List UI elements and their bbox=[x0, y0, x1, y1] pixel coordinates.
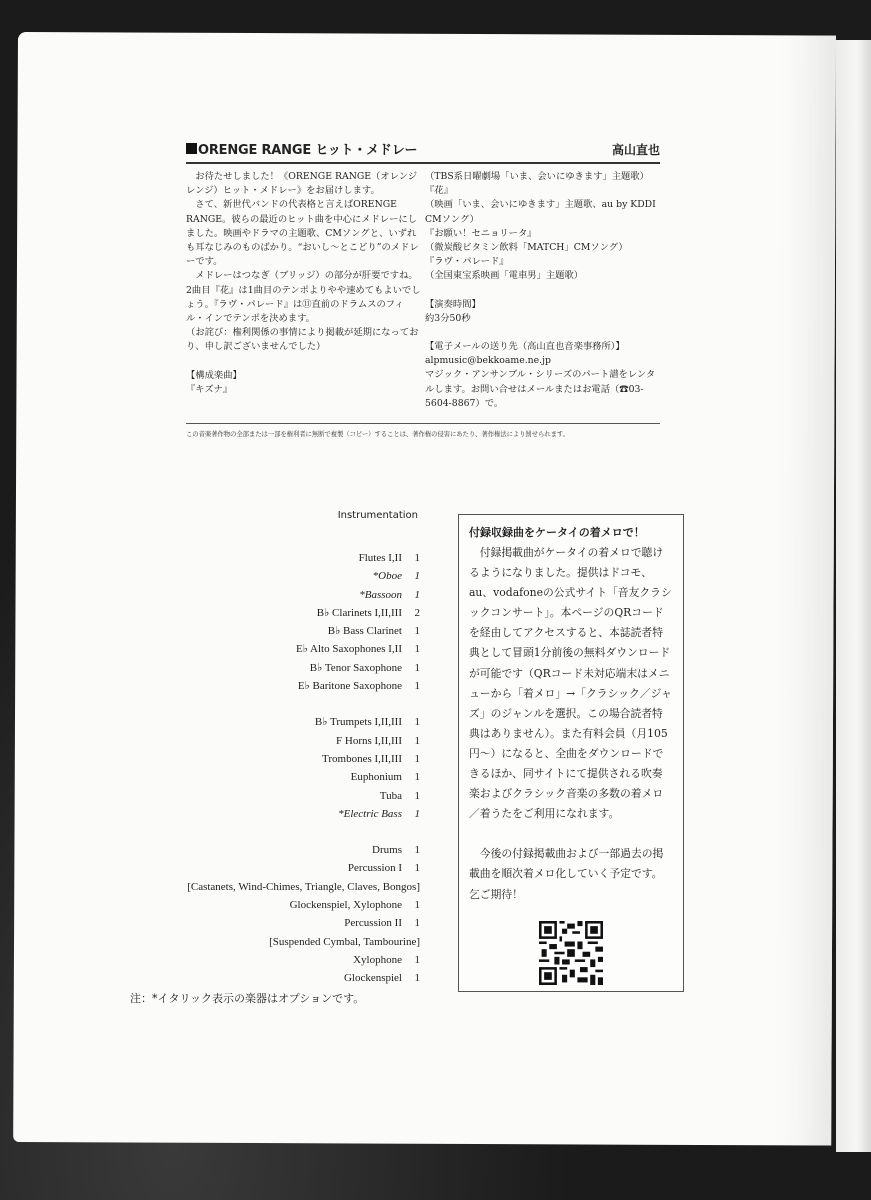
instrument-count: 1 bbox=[414, 844, 420, 857]
song-line: （全国東宝系映画「電車男」主題歌） bbox=[425, 270, 584, 282]
instrument-name: *Electric Bass bbox=[338, 807, 402, 820]
ringtone-info-box bbox=[458, 514, 684, 992]
performance-tips-paragraph: メドレーはつなぎ（ブリッジ）の部分が肝要ですね。2曲目『花』は1曲目のテンポよりやや速めてもよいでしょう。『ラヴ・パレード』は⑪直前のドラムスのフィル・インでテンポを決めます。 bbox=[186, 270, 421, 325]
instrument-count: 1 bbox=[414, 972, 420, 985]
instrument-name: B♭ Bass Clarinet bbox=[327, 625, 402, 638]
instrument-row bbox=[130, 604, 420, 622]
instrument-row bbox=[130, 768, 420, 786]
article-title bbox=[186, 139, 417, 158]
song-line: 『ラヴ・パレード』 bbox=[425, 256, 509, 268]
contact-heading: 【電子メールの送り先（高山直也音楽事務所）】 bbox=[425, 341, 625, 353]
instrument-row bbox=[130, 677, 420, 695]
instrument-row bbox=[130, 713, 420, 731]
instrument-name: Xylophone bbox=[353, 953, 402, 966]
instrument-row bbox=[130, 640, 420, 658]
instrument-row bbox=[130, 896, 420, 914]
song-line: （映画「いま、会いにゆきます」主題歌、au by KDDI CMソング） bbox=[425, 199, 656, 225]
instrument-row bbox=[130, 914, 420, 932]
instrument-count: 1 bbox=[414, 716, 420, 729]
instrument-name: E♭ Baritone Saxophone bbox=[297, 680, 402, 693]
instrument-name: Percussion II bbox=[344, 917, 402, 930]
instrumentation-title: Instrumentation bbox=[337, 510, 418, 521]
instrument-name: [Suspended Cymbal, Tambourine] bbox=[269, 935, 420, 948]
instrument-row bbox=[130, 878, 420, 896]
instrument-groups bbox=[130, 549, 420, 988]
instrument-name: Glockenspiel bbox=[343, 972, 402, 985]
instrument-row bbox=[130, 951, 420, 969]
instrument-row bbox=[130, 586, 420, 604]
instrument-count: 1 bbox=[414, 680, 420, 693]
song-line: （TBS系日曜劇場「いま、会いにゆきます」主題歌） bbox=[425, 171, 649, 182]
instrument-count: 1 bbox=[414, 570, 420, 583]
instrument-row bbox=[130, 969, 420, 987]
instrument-name: Euphonium bbox=[350, 771, 402, 784]
instrument-row bbox=[130, 933, 420, 951]
left-column bbox=[186, 170, 421, 411]
song-title: 『キズナ』 bbox=[186, 383, 233, 395]
apology-paragraph: （お詫び：権利関係の事情により掲載が延期になっており、申し訳ございませんでした） bbox=[186, 327, 419, 353]
ringtone-box-title: 付録収録曲をケータイの着メロで！ bbox=[469, 526, 645, 539]
instrument-name: F Horns I,II,III bbox=[336, 734, 402, 747]
instrumentation-list bbox=[130, 510, 420, 1006]
instrument-name: [Castanets, Wind-Chimes, Triangle, Claves, Bongos] bbox=[187, 880, 420, 893]
article bbox=[186, 135, 660, 438]
instrument-row bbox=[130, 805, 420, 823]
article-header bbox=[186, 135, 660, 164]
instrument-count: 1 bbox=[414, 588, 420, 601]
instrument-name: B♭ Clarinets I,II,III bbox=[316, 606, 402, 619]
instrument-count: 1 bbox=[414, 953, 420, 966]
instrument-count: 1 bbox=[414, 643, 420, 656]
instrument-row bbox=[130, 567, 420, 585]
instrument-count: 1 bbox=[414, 625, 420, 638]
divider bbox=[186, 423, 660, 424]
instrument-name: B♭ Trumpets I,II,III bbox=[314, 716, 402, 729]
instrument-row bbox=[130, 859, 420, 877]
instrument-count: 1 bbox=[414, 899, 420, 912]
instrument-row bbox=[130, 787, 420, 805]
instrument-count: 1 bbox=[414, 661, 420, 674]
instrument-count: 1 bbox=[414, 862, 420, 875]
song-line: （微炭酸ビタミン飲料「MATCH」CMソング） bbox=[425, 242, 628, 254]
instrument-name: *Oboe bbox=[372, 570, 402, 583]
instrument-name: E♭ Alto Saxophones I,II bbox=[295, 643, 402, 656]
instrument-name: *Bassoon bbox=[359, 588, 402, 601]
intro-paragraph: お待たせしました！《ORENGE RANGE（オレンジレンジ）ヒット・メドレー》をお届けします。 bbox=[186, 171, 418, 197]
instrument-name: Glockenspiel, Xylophone bbox=[289, 899, 402, 912]
description-paragraph: さて、新世代バンドの代表格と言えばORENGE RANGE。彼らの最近のヒット曲を中心にメドレーにしました。映画やドラマの主題歌、CMソングと、いずれも耳なじみのものばかり。“おいし〜とこどり”のメドレーです。 bbox=[186, 199, 419, 268]
instrument-count: 1 bbox=[414, 789, 420, 802]
instrument-count: 1 bbox=[414, 807, 420, 820]
instrument-row bbox=[130, 622, 420, 640]
instrument-name: Percussion I bbox=[347, 862, 402, 875]
songs-heading: 【構成楽曲】 bbox=[186, 369, 242, 381]
qr-code-icon bbox=[539, 921, 603, 985]
duration-value: 約3分50秒 bbox=[425, 312, 471, 324]
instrument-row bbox=[130, 732, 420, 750]
instrument-row bbox=[130, 549, 420, 567]
qr-code[interactable] bbox=[539, 921, 603, 985]
instrument-row bbox=[130, 659, 420, 677]
article-title-text: ORENGE RANGE ヒット・メドレー bbox=[198, 143, 418, 158]
instrument-name: Drums bbox=[372, 844, 402, 857]
instrument-name: Flutes I,II bbox=[358, 552, 402, 564]
ringtone-future-paragraph: 今後の付録掲載曲および一部過去の掲載曲を順次着メロ化していく予定です。乞ご期待！ bbox=[469, 847, 664, 901]
article-columns bbox=[186, 170, 660, 411]
instrument-count: 1 bbox=[414, 552, 420, 564]
instrument-count: 1 bbox=[414, 917, 420, 930]
instrument-count: 1 bbox=[414, 734, 420, 747]
instrument-name: Trombones I,II,III bbox=[322, 752, 402, 765]
song-line: 『花』 bbox=[425, 185, 453, 197]
copyright-notice: この音楽著作物の全部または一部を権利者に無断で複製（コピー）することは、著作権の侵害にあたり、著作権法により罰せられます。 bbox=[186, 430, 569, 439]
optional-instruments-note: 注：*イタリック表示の楽器はオプションです。 bbox=[130, 991, 365, 1005]
duration-heading: 【演奏時間】 bbox=[425, 298, 481, 310]
author-name: 高山直也 bbox=[611, 143, 660, 157]
instrument-count: 1 bbox=[414, 771, 420, 784]
instrument-row bbox=[130, 750, 420, 768]
contact-text: マジック・アンサンブル・シリーズのパート譜をレンタルします。お問い合せはメールまたはお電話（☎03-5604-8867）で。 bbox=[425, 369, 656, 409]
contact-email: alpmusic@bekkoame.ne.jp bbox=[425, 355, 551, 367]
right-column bbox=[425, 170, 660, 411]
ringtone-paragraph: 付録掲載曲がケータイの着メロで聴けるようになりました。提供はドコモ、au、vodafoneの公式サイト「音友クラシックコンサート」。本ページのQRコードを経由してアクセスすると、本誌読者特典として冒頭1分前後の無料ダウンロードが可能です（QRコード未対応端末はメニューから「着メロ」→「クラシック／ジャズ」のジャンルを選択。この場合読者特典はありません）。また有料会員（月105円〜）になると、全曲をダウンロードできるほか、同サイトにて提供される吹奏楽およびクラシック音楽の多数の着メロ／着うたをご利用になれます。 bbox=[469, 546, 672, 821]
song-line: 『お願い！セニョリータ』 bbox=[425, 227, 537, 239]
instrument-count: 2 bbox=[414, 606, 420, 619]
square-bullet-icon bbox=[186, 143, 197, 154]
instrument-row bbox=[130, 841, 420, 859]
instrument-count: 1 bbox=[414, 752, 420, 765]
instrument-name: B♭ Tenor Saxophone bbox=[309, 661, 402, 674]
instrument-name: Tuba bbox=[379, 789, 402, 802]
page-edge bbox=[836, 40, 871, 1152]
